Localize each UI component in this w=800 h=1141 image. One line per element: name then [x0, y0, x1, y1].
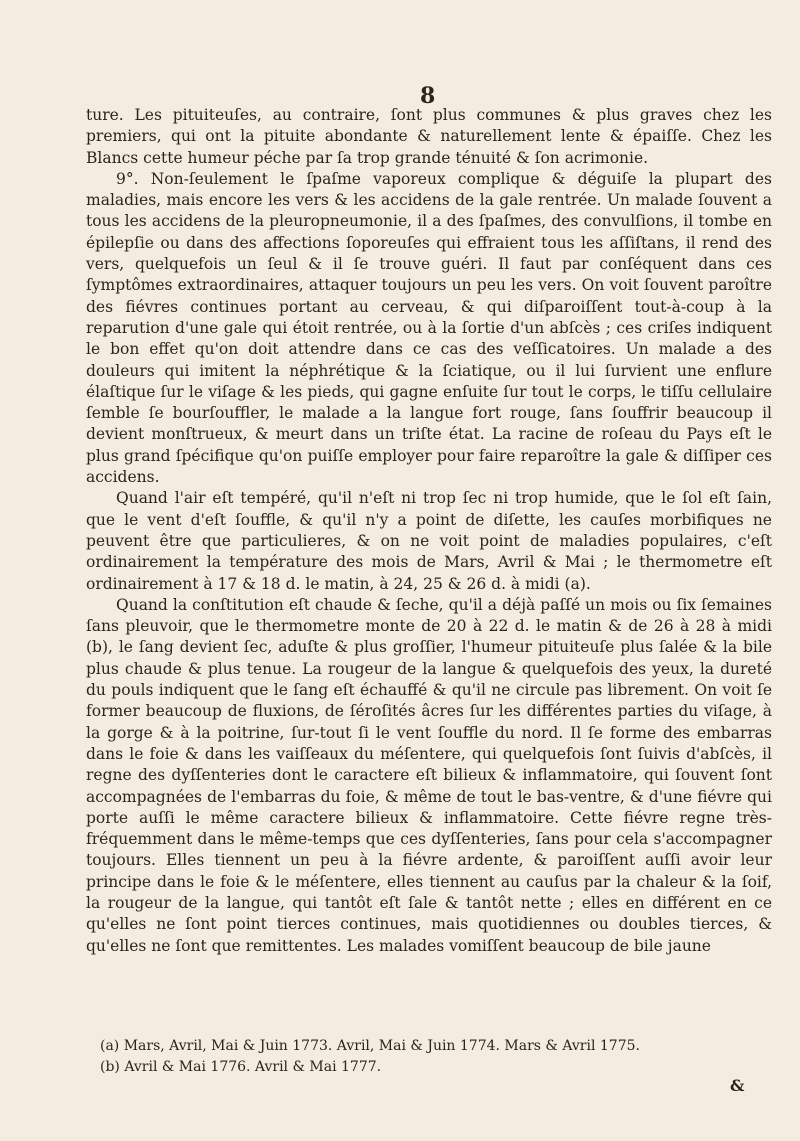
page-number: 8: [420, 83, 436, 109]
catchword: &: [730, 1076, 745, 1095]
footnote-a: (a) Mars, Avril, Mai & Juin 1773. Avril, Mai & Juin 1774. Mars & Avril 1775.: [100, 1038, 640, 1054]
footnotes: [100, 1036, 740, 1078]
body-text: [86, 105, 772, 957]
paragraph-hot-dry-constitution: Quand la conſtitution eſt chaude & ſeche, qu'il a déjà paſſé un mois ou ſix ſemaines ſans pleuvoir, que le thermometre monte de 20 à 22 d. le matin & de 26 à 28 à midi (b), le ſang devient ſec, aduſte & plus groſſier, l'humeur pituiteuſe plus ſalée & la bile plus chaude & plus tenue. La rougeur de la langue & quelquefois des yeux, la dureté du pouls indiquent que le ſang eſt échauffé & qu'il ne circule pas librement. On voit ſe former beaucoup de fluxions, de ſéroſités âcres ſur les différentes parties du viſage, à la gorge & à la poitrine, ſur-tout ſi le vent ſouffle du nord. Il ſe forme des embarras dans le foie & dans les vaiſſeaux du méſentere, qui quelquefois ſont ſuivis d'abſcès, il regne des dyſſenteries dont le caractere eſt bilieux & inflammatoire, qui ſouvent ſont accompagnées de l'embarras du foie, & même de tout le bas-ventre, & d'une fiévre qui porte auſſi le même caractere bilieux & inflammatoire. Cette fiévre regne très-fréquemment dans le même-temps que ces dyſſenteries, ſans pour cela s'accompagner toujours. Elles tiennent un peu à la fiévre ardente, & paroiſſent auſſi avoir leur principe dans le foie & le méſentere, elles tiennent au cauſus par la chaleur & la ſoif, la rougeur de la langue, qui tantôt eſt ſale & tantôt nette ; elles en différent en ce qu'elles ne ſont point tierces continues, mais quotidiennes ou doubles tierces, & qu'elles ne ſont que remittentes. Les malades vomiſſent beaucoup de bile jaune: [86, 595, 772, 955]
footnote-b: (b) Avril & Mai 1776. Avril & Mai 1777.: [100, 1059, 382, 1075]
paragraph-continuation: ture. Les pituiteuſes, au contraire, ſont plus communes & plus graves chez les premiers, qui ont la pituite abondante & naturellement lente & épaiſſe. Chez les Blancs cette humeur péche par ſa trop grande ténuité & ſon acrimonie.: [86, 106, 772, 167]
paragraph-temperate-air: Quand l'air eſt tempéré, qu'il n'eſt ni trop ſec ni trop humide, que le ſol eſt ſain, que le vent d'eſt ſouffle, & qu'il n'y a point de diſette, les cauſes morbifiques ne peuvent être que particulieres, & on ne voit point de maladies populaires, c'eſt ordinairement la température des mois de Mars, Avril & Mai ; le thermometre eſt ordinairement à 17 & 18 d. le matin, à 24, 25 & 26 d. à midi (a).: [86, 489, 772, 593]
paragraph-spasm: 9°. Non-ſeulement le ſpaſme vaporeux complique & déguiſe la plupart des maladies, mais encore les vers & les accidens de la gale rentrée. Un malade ſouvent a tous les accidens de la pleuropneumonie, il a des ſpaſmes, des convulſions, il tombe en épilepſie ou dans des affections ſoporeuſes qui effraient tous les aſſiſtans, il rend des vers, quelquefois un ſeul & il ſe trouve guéri. Il faut par conſéquent dans ces ſymptômes extraordinaires, attaquer toujours un peu les vers. On voit ſouvent paroître des fiévres continues portant au cerveau, & qui diſparoiſſent tout-à-coup à la reparution d'une gale qui étoit rentrée, ou à la ſortie d'un abſcès ; ces criſes indiquent le bon effet qu'on doit attendre dans ce cas des veſſicatoires. Un malade a des douleurs qui imitent la néphrétique & la ſciatique, ou il lui ſurvient une enflure élaſtique ſur le viſage & les pieds, qui gagne enſuite ſur tout le corps, le tiſſu cellulaire ſemble ſe bourſouffler, le malade a la langue fort rouge, ſans ſouffrir beaucoup il devient monſtrueux, & meurt dans un triſte état. La racine de roſeau du Pays eſt le plus grand ſpécifique qu'on puiſſe employer pour faire reparoître la gale & diſſiper ces accidens.: [86, 169, 772, 487]
